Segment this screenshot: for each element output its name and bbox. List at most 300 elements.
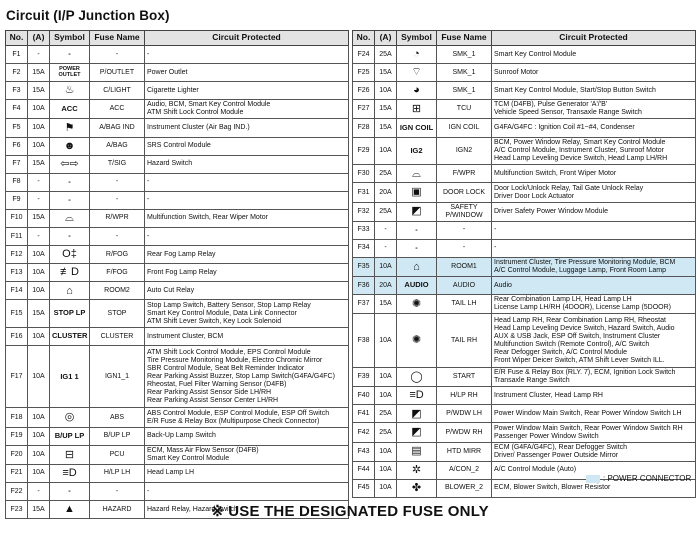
fuse-symbol: [397, 46, 437, 64]
fuse-row: [6, 137, 349, 155]
smart-key-2-icon: ◕: [413, 84, 420, 97]
circuit-protected: Driver Safety Power Window Module: [492, 202, 696, 221]
fuse-amperage: 25A: [375, 423, 397, 442]
fuse-amperage: 10A: [28, 282, 50, 300]
fuse-name: -: [90, 483, 145, 501]
circuit-protected: Rear Combination Lamp LH, Head Lamp LH License Lamp LH/RH (4DOOR), License Lamp (5DOOR): [492, 295, 696, 314]
fuse-symbol: [50, 483, 90, 501]
engine-ecu-icon: ⊟: [64, 448, 75, 461]
fuse-row: [353, 295, 696, 314]
circuit-protected: Head Lamp LH: [145, 464, 349, 482]
fuse-amperage: 15A: [375, 295, 397, 314]
fuse-symbol: [50, 191, 90, 209]
header-circuit: Circuit Protected: [492, 31, 696, 46]
fuse-number: F6: [6, 137, 28, 155]
circuit-protected: Power Window Main Switch, Rear Power Window Switch RH Passenger Power Window Switch: [492, 423, 696, 442]
circuit-protected: Hazard Switch: [145, 155, 349, 173]
fuse-row: [353, 100, 696, 119]
header-circuit: Circuit Protected: [145, 31, 349, 46]
fuse-number: F39: [353, 368, 375, 387]
fuse-amperage: -: [28, 483, 50, 501]
fuse-number: F25: [353, 64, 375, 82]
airbag-icon: ☻: [63, 139, 76, 152]
fuse-amperage: 25A: [375, 165, 397, 183]
fuse-symbol-text: AUDIO: [404, 280, 429, 290]
fuse-number: F23: [6, 501, 28, 519]
fuse-symbol: [50, 100, 90, 119]
fuse-symbol-text: -: [68, 49, 71, 59]
fuse-row: [6, 209, 349, 227]
fuse-amperage: 10A: [375, 461, 397, 479]
fuse-amperage: 10A: [375, 387, 397, 405]
fuse-symbol: [397, 100, 437, 119]
fuse-symbol: [397, 479, 437, 497]
start-icon: ◯: [410, 370, 423, 383]
fuse-number: F14: [6, 282, 28, 300]
fuse-name: SMK_1: [437, 46, 492, 64]
circuit-protected: Stop Lamp Switch, Battery Sensor, Stop Lamp Relay Smart Key Control Module, Data Link Connector ATM Shift Lever Switch, Key Lock Solenoid: [145, 300, 349, 328]
tail-lh-icon: ✺: [411, 298, 422, 311]
circuit-protected: TCM (D4FB), Pulse Generator 'A'/'B' Vehicle Speed Sensor, Transaxle Range Switch: [492, 100, 696, 119]
fuse-amperage: -: [375, 221, 397, 239]
fuse-number: F17: [6, 346, 28, 408]
header-amp: (A): [28, 31, 50, 46]
circuit-protected: Instrument Cluster, Tire Pressure Monitoring Module, BCM A/C Control Module, Luggage Lamp, Front Room Lamp: [492, 258, 696, 277]
circuit-protected: Instrument Cluster, BCM: [145, 328, 349, 346]
fuse-number: F10: [6, 209, 28, 227]
table-header-row: [353, 31, 696, 46]
fuse-name: F/FOG: [90, 264, 145, 282]
fuse-amperage: 20A: [375, 277, 397, 295]
fuse-amperage: 10A: [375, 314, 397, 368]
fuse-symbol-text: -: [68, 486, 71, 496]
cigarette-lighter-icon: ♨: [64, 84, 75, 97]
circuit-protected: BCM, Power Window Relay, Smart Key Control Module A/C Control Module, Instrument Cluster, Sunroof Motor Head Lamp Leveling Device Switch, Head Lamp LH/RH: [492, 137, 696, 165]
fuse-symbol: [50, 173, 90, 191]
fuse-row: [353, 277, 696, 295]
fuse-symbol-text: STOP LP: [53, 308, 86, 318]
heated-mirror-icon: ▤: [411, 445, 422, 458]
fuse-symbol: [50, 464, 90, 482]
fuse-row: [6, 300, 349, 328]
fuse-amperage: -: [375, 239, 397, 257]
fuse-number: F8: [6, 173, 28, 191]
fuse-name: -: [437, 239, 492, 257]
fuse-row: [6, 328, 349, 346]
fuse-symbol: [397, 387, 437, 405]
fuse-symbol: [397, 258, 437, 277]
fuse-row: [353, 239, 696, 257]
fuse-row: [353, 405, 696, 423]
fuse-name: DOOR LOCK: [437, 183, 492, 202]
fuse-name: IGN COIL: [437, 119, 492, 137]
fuse-number: F43: [353, 442, 375, 461]
fuse-symbol: [50, 64, 90, 82]
fuse-amperage: -: [28, 191, 50, 209]
fuse-symbol-text: -: [68, 231, 71, 241]
fuse-symbol: [397, 119, 437, 137]
circuit-protected: Sunroof Motor: [492, 64, 696, 82]
fuse-row: [6, 282, 349, 300]
header-fuse-name: Fuse Name: [90, 31, 145, 46]
fuse-amperage: 10A: [28, 137, 50, 155]
fuse-symbol: [397, 277, 437, 295]
fuse-number: F35: [353, 258, 375, 277]
fuse-name: A/CON_2: [437, 461, 492, 479]
circuit-protected: Head Lamp RH, Rear Combination Lamp RH, Rheostat Head Lamp Leveling Device Switch, Hazard Switch, Audio AUX & USB Jack, ESP Off Switch, Instrument Cluster Multifunction Switch (Remote Control), A/C Switch Rear Defogger Switch, A/C Control Module Front Wiper Deicer Switch, ATM Shift Lever Switch ILL.: [492, 314, 696, 368]
circuit-protected: -: [145, 173, 349, 191]
fuse-number: F15: [6, 300, 28, 328]
fuse-amperage: 10A: [28, 246, 50, 264]
circuit-protected: Rear Fog Lamp Relay: [145, 246, 349, 264]
fuse-amperage: 20A: [375, 183, 397, 202]
fuse-number: F7: [6, 155, 28, 173]
fuse-symbol-text: -: [415, 225, 418, 235]
fuse-symbol: [397, 239, 437, 257]
fuse-row: [6, 346, 349, 408]
fuse-name: -: [90, 46, 145, 64]
fuse-amperage: 15A: [28, 209, 50, 227]
airbag-indicator-icon: ⚑: [64, 121, 75, 134]
fuse-amperage: 10A: [28, 408, 50, 427]
fuse-symbol: [397, 405, 437, 423]
fuse-row: [353, 221, 696, 239]
circuit-protected: Multifunction Switch, Rear Wiper Motor: [145, 209, 349, 227]
fuse-symbol: [397, 295, 437, 314]
fuse-number: F34: [353, 239, 375, 257]
fuse-amperage: 10A: [375, 137, 397, 165]
fuse-amperage: 25A: [375, 46, 397, 64]
fuse-number: F22: [6, 483, 28, 501]
fuse-row: [353, 314, 696, 368]
fuse-symbol-text: -: [68, 176, 71, 186]
fuse-row: [6, 100, 349, 119]
fuse-symbol: [50, 119, 90, 137]
fuse-row: [6, 119, 349, 137]
fuse-amperage: 15A: [375, 100, 397, 119]
fuse-amperage: 15A: [28, 501, 50, 519]
fuse-row: [6, 445, 349, 464]
fuse-row: [6, 408, 349, 427]
circuit-protected: ECM, Blower Switch, Blower Resistor: [492, 479, 696, 497]
fuse-symbol: [397, 202, 437, 221]
fuse-amperage: 10A: [28, 100, 50, 119]
circuit-protected: A/C Control Module (Auto): [492, 461, 696, 479]
fuse-symbol: [50, 82, 90, 100]
fuse-symbol: [397, 442, 437, 461]
fuse-number: F4: [6, 100, 28, 119]
fuse-number: F29: [353, 137, 375, 165]
fuse-name: TCU: [437, 100, 492, 119]
fuse-symbol: [50, 427, 90, 445]
fuse-number: F36: [353, 277, 375, 295]
fuse-amperage: 10A: [28, 464, 50, 482]
fuse-name: C/LIGHT: [90, 82, 145, 100]
fuse-table-left: [5, 30, 349, 519]
window-rh-icon: ◩: [411, 426, 422, 439]
fuse-symbol: [50, 264, 90, 282]
fuse-symbol: [50, 346, 90, 408]
circuit-protected: Hazard Relay, Hazard Switch: [145, 501, 349, 519]
fuse-number: F37: [353, 295, 375, 314]
circuit-protected: Multifunction Switch, Front Wiper Motor: [492, 165, 696, 183]
fuse-row: [353, 202, 696, 221]
fuse-amperage: 15A: [375, 64, 397, 82]
fuse-number: F20: [6, 445, 28, 464]
fuse-symbol: [397, 64, 437, 82]
fuse-amperage: 10A: [28, 427, 50, 445]
fuse-symbol: [50, 282, 90, 300]
circuit-protected: Power Outlet: [145, 64, 349, 82]
circuit-protected: Audio: [492, 277, 696, 295]
fuse-symbol: [397, 137, 437, 165]
fuse-amperage: 15A: [28, 155, 50, 173]
fuse-name: ABS: [90, 408, 145, 427]
fuse-number: F31: [353, 183, 375, 202]
headlamp-rh-icon: ≡D: [409, 389, 424, 402]
fuse-row: [353, 46, 696, 64]
fuse-symbol: [50, 155, 90, 173]
header-amp: (A): [375, 31, 397, 46]
fuse-number: F26: [353, 82, 375, 100]
fuse-symbol-text: IGN COIL: [399, 122, 434, 132]
fuse-symbol: [397, 183, 437, 202]
fuse-symbol: [50, 228, 90, 246]
tail-rh-icon: ✺: [411, 334, 422, 347]
fuse-row: [6, 246, 349, 264]
fuse-number: F30: [353, 165, 375, 183]
fuse-symbol: [397, 221, 437, 239]
fuse-name: A/BAG: [90, 137, 145, 155]
fuse-number: F11: [6, 228, 28, 246]
fuse-amperage: 10A: [28, 328, 50, 346]
legend-label: : POWER CONNECTOR: [603, 474, 692, 483]
circuit-protected: -: [492, 239, 696, 257]
rear-wiper-icon: ⌓: [65, 212, 74, 225]
header-fuse-name: Fuse Name: [437, 31, 492, 46]
transaxle-tcu-icon: ⊞: [411, 103, 422, 116]
ac-icon: ✲: [411, 464, 422, 477]
fuse-name: ROOM1: [437, 258, 492, 277]
circuit-protected: Back-Up Lamp Switch: [145, 427, 349, 445]
fuse-number: F33: [353, 221, 375, 239]
fuse-symbol: [50, 46, 90, 64]
fuse-number: F18: [6, 408, 28, 427]
fuse-name: -: [90, 173, 145, 191]
fuse-row: [353, 82, 696, 100]
fuse-name: IGN2: [437, 137, 492, 165]
circuit-protected: ECM (G4FA/G4FC), Rear Defogger Switch Driver/ Passenger Power Outside Mirror: [492, 442, 696, 461]
rear-fog-icon: O‡: [62, 248, 77, 261]
fuse-name: TAIL LH: [437, 295, 492, 314]
fuse-symbol: [50, 300, 90, 328]
fuse-number: F2: [6, 64, 28, 82]
fuse-row: [353, 368, 696, 387]
fuse-number: F16: [6, 328, 28, 346]
safety-window-icon: ◩: [411, 205, 422, 218]
window-lh-icon: ◩: [411, 407, 422, 420]
page-title: Circuit (I/P Junction Box): [6, 8, 170, 23]
fuse-amperage: 25A: [375, 405, 397, 423]
fuse-number: F21: [6, 464, 28, 482]
fuse-name: B/UP LP: [90, 427, 145, 445]
fuse-number: F5: [6, 119, 28, 137]
fuse-symbol-text: -: [68, 195, 71, 205]
circuit-protected: -: [145, 228, 349, 246]
circuit-protected: ATM Shift Lock Control Module, EPS Control Module Tire Pressure Monitoring Module, Electro Chromic Mirror SBR Control Module, Seat Belt Reminder Indicator Rear Parking Assist Buzzer, Stop Lamp Switch(G4FA/G4FC) Rheostat, Fuel Filter Warning Sensor (D4FB) Rear Parking Assist Sensor Side LH/RH Rear Parking Assist Sensor Center LH/RH: [145, 346, 349, 408]
fuse-name: T/SIG: [90, 155, 145, 173]
fuse-amperage: 10A: [28, 346, 50, 408]
fuse-name: IGN1_1: [90, 346, 145, 408]
fuse-name: P/WDW LH: [437, 405, 492, 423]
power-connector-swatch: [586, 475, 600, 483]
fuse-number: F32: [353, 202, 375, 221]
circuit-protected: SRS Control Module: [145, 137, 349, 155]
door-lock-icon: ▣: [411, 186, 422, 199]
fuse-name: PCU: [90, 445, 145, 464]
fuse-row: [6, 228, 349, 246]
room-lamp-icon: ⌂: [66, 284, 73, 297]
circuit-protected: ECM, Mass Air Flow Sensor (D4FB) Smart Key Control Module: [145, 445, 349, 464]
fuse-row: [353, 165, 696, 183]
fuse-row: [353, 183, 696, 202]
headlamp-lh-icon: ≡D: [62, 467, 77, 480]
fuse-number: F19: [6, 427, 28, 445]
fuse-amperage: 10A: [375, 368, 397, 387]
fuse-row: [6, 82, 349, 100]
fuse-symbol-text: -: [415, 243, 418, 253]
circuit-protected: Door Lock/Unlock Relay, Tail Gate Unlock Relay Driver Door Lock Actuator: [492, 183, 696, 202]
fuse-number: F1: [6, 46, 28, 64]
fuse-number: F9: [6, 191, 28, 209]
fuse-name: R/WPR: [90, 209, 145, 227]
fuse-row: [6, 264, 349, 282]
circuit-protected: -: [145, 483, 349, 501]
circuit-protected: Instrument Cluster (Air Bag IND.): [145, 119, 349, 137]
circuit-protected: Smart Key Control Module: [492, 46, 696, 64]
room-lamp-icon: ⌂: [413, 260, 420, 273]
circuit-protected: Auto Cut Relay: [145, 282, 349, 300]
circuit-protected: Instrument Cluster, Head Lamp RH: [492, 387, 696, 405]
fuse-number: F40: [353, 387, 375, 405]
fuse-symbol: [397, 165, 437, 183]
fuse-name: SMK_1: [437, 64, 492, 82]
fuse-name: HAZARD: [90, 501, 145, 519]
fuse-symbol: [50, 209, 90, 227]
fuse-name: TAIL RH: [437, 314, 492, 368]
fuse-amperage: 10A: [375, 479, 397, 497]
fuse-symbol: [397, 461, 437, 479]
fuse-row: [6, 64, 349, 82]
fuse-number: F27: [353, 100, 375, 119]
fuse-row: [6, 173, 349, 191]
fuse-name: ROOM2: [90, 282, 145, 300]
fuse-name: R/FOG: [90, 246, 145, 264]
circuit-protected: -: [145, 46, 349, 64]
fuse-symbol: [50, 246, 90, 264]
fuse-number: F41: [353, 405, 375, 423]
fuse-number: F42: [353, 423, 375, 442]
fuse-name: AUDIO: [437, 277, 492, 295]
circuit-protected: G4FA/G4FC : Ignition Coil #1~#4, Condenser: [492, 119, 696, 137]
fuse-row: [353, 137, 696, 165]
fuse-symbol-text: CLUSTER: [52, 331, 88, 341]
fuse-name: HTD MIRR: [437, 442, 492, 461]
fuse-amperage: 15A: [375, 119, 397, 137]
fuse-name: BLOWER_2: [437, 479, 492, 497]
abs-icon: ◎: [64, 411, 75, 424]
front-wiper-icon: ⌓: [412, 167, 421, 180]
fuse-symbol: [50, 328, 90, 346]
fuse-symbol: [397, 82, 437, 100]
fuse-symbol: [50, 137, 90, 155]
fuse-amperage: 15A: [28, 300, 50, 328]
circuit-protected: Audio, BCM, Smart Key Control Module ATM Shift Lock Control Module: [145, 100, 349, 119]
fuse-number: F44: [353, 461, 375, 479]
fuse-row: [6, 464, 349, 482]
smart-key-1-icon: ◔: [413, 48, 420, 61]
fuse-name: P/OUTLET: [90, 64, 145, 82]
header-no: No.: [6, 31, 28, 46]
fuse-amperage: -: [28, 46, 50, 64]
table-header-row: [6, 31, 349, 46]
fuse-symbol-text: IG1 1: [60, 371, 79, 381]
circuit-protected: -: [492, 221, 696, 239]
fuse-row: [353, 119, 696, 137]
fuse-row: [353, 387, 696, 405]
fuse-symbol: [397, 423, 437, 442]
fuse-row: [353, 64, 696, 82]
circuit-protected: -: [145, 191, 349, 209]
fuse-number: F38: [353, 314, 375, 368]
circuit-protected: Power Window Main Switch, Rear Power Window Switch LH: [492, 405, 696, 423]
header-symbol: Symbol: [50, 31, 90, 46]
fuse-number: F13: [6, 264, 28, 282]
fuse-amperage: 10A: [28, 264, 50, 282]
blower-icon: ✤: [411, 482, 422, 495]
fuse-name: F/WPR: [437, 165, 492, 183]
fuse-symbol: [397, 314, 437, 368]
fuse-amperage: 10A: [28, 119, 50, 137]
fuse-name: -: [90, 228, 145, 246]
fuse-symbol: [50, 408, 90, 427]
fuse-amperage: 10A: [375, 258, 397, 277]
hazard-icon: ▲: [64, 503, 75, 516]
circuit-protected: ABS Control Module, ESP Control Module, ESP Off Switch E/R Fuse & Relay Box (Multipurpose Check Connector): [145, 408, 349, 427]
fuse-number: F12: [6, 246, 28, 264]
fuse-name: STOP: [90, 300, 145, 328]
fuse-symbol-text: IG2: [410, 145, 423, 155]
fuse-row: [6, 483, 349, 501]
fuse-number: F24: [353, 46, 375, 64]
fuse-name: H/LP RH: [437, 387, 492, 405]
fuse-amperage: 10A: [375, 442, 397, 461]
fuse-symbol: [397, 368, 437, 387]
fuse-name: A/BAG IND: [90, 119, 145, 137]
fuse-name: CLUSTER: [90, 328, 145, 346]
footer-note: ※ USE THE DESIGNATED FUSE ONLY: [211, 503, 489, 520]
fuse-symbol-text: POWER OUTLET: [58, 65, 81, 78]
sunroof-icon: ⌔: [411, 66, 422, 79]
fuse-row: [6, 46, 349, 64]
fuse-symbol: [50, 445, 90, 464]
fuse-row: [6, 191, 349, 209]
fuse-name: ACC: [90, 100, 145, 119]
circuit-protected: Front Fog Lamp Relay: [145, 264, 349, 282]
fuse-number: F45: [353, 479, 375, 497]
fuse-amperage: 10A: [28, 445, 50, 464]
fuse-amperage: 15A: [28, 82, 50, 100]
